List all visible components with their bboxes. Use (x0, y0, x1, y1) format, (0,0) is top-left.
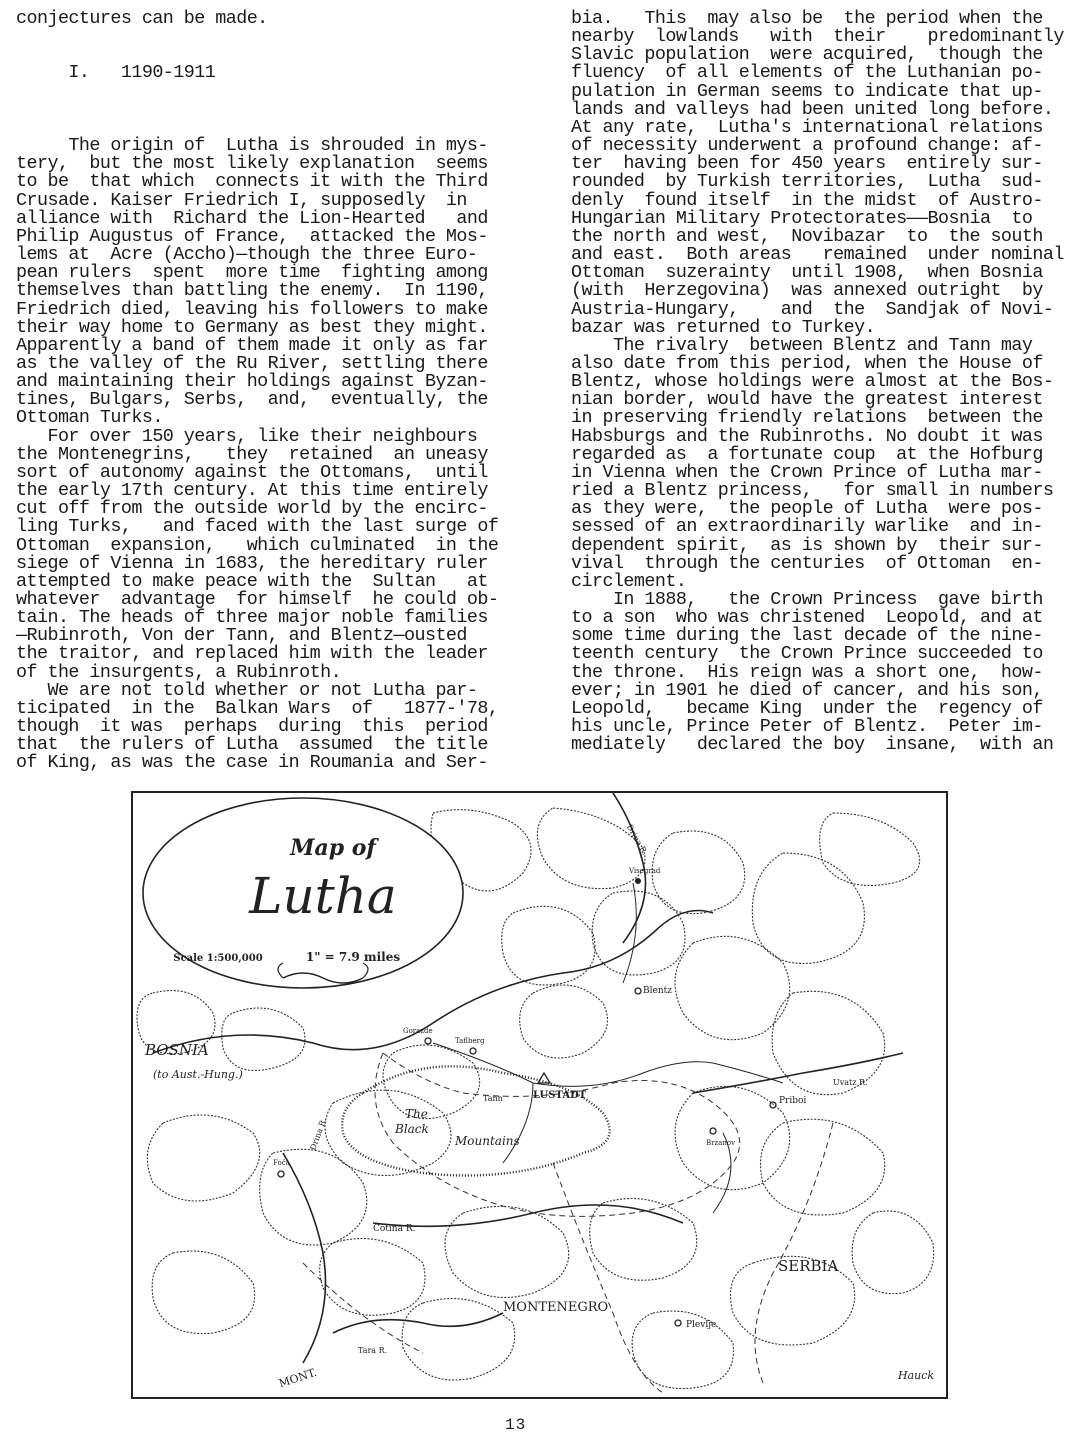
text-line: and east. Both areas remained under nominal (571, 244, 1064, 266)
text-line: Slavic population were acquired, though the (571, 44, 1043, 66)
text-line: Blentz, whose holdings were almost at the Bos- (571, 371, 1054, 393)
artist-signature: Hauck (898, 1369, 935, 1382)
text-line: the throne. His reign was a short one, how- (571, 661, 1043, 683)
text-line: ter having been for 450 years entirely sur- (571, 153, 1043, 175)
label-lustadt: LUSTADT (533, 1090, 587, 1101)
text-line: and maintaining their holdings against Byzan- (16, 371, 488, 393)
text-line: nearby lowlands with their predominantly (571, 26, 1064, 48)
text-line: bia. This may also be the period when the (571, 8, 1043, 29)
text-line: to a son who was christened Leopold, and at (571, 607, 1043, 629)
label-taflberg: Taflberg (455, 1037, 485, 1045)
text-line: vival through the centuries of Ottoman en- (571, 552, 1043, 574)
text-line: siege of Vienna in 1683, the hereditary ruler (16, 552, 488, 574)
text-line: cut off from the outside world by the encirc- (16, 498, 488, 520)
text-line: rounded by Turkish territories, Lutha sud- (571, 171, 1043, 193)
map-of-lutha (131, 791, 948, 1399)
text-line: in Vienna when the Crown Prince of Lutha mar- (571, 461, 1043, 483)
label-black-mountains-1: The (405, 1107, 428, 1121)
text-line: some time during the last decade of the nine- (571, 625, 1043, 647)
text-line: For over 150 years, like their neighbours (16, 425, 478, 447)
label-cotina-river: Cotina R. (373, 1224, 416, 1234)
text-line: sort of autonomy against the Ottomans, until (16, 461, 488, 483)
text-line: denly found itself in the midst of Austro- (571, 189, 1043, 211)
text-line: Ottoman suzerainty until 1908, when Bosnia (571, 262, 1043, 284)
text-line: the early 17th century. At this time entirely (16, 480, 488, 502)
map-title-cartouche (143, 798, 463, 988)
text-line: pean rulers spent more time fighting among (16, 262, 488, 284)
text-line: their way home to Germany as best they might. (16, 316, 488, 338)
text-line: themselves than battling the enemy. In 1190, (16, 280, 488, 302)
text-line: of necessity underwent a profound change: af- (571, 135, 1043, 157)
text-line: Crusade. Kaiser Friedrich I, supposedly in (16, 189, 467, 211)
text-line: in preserving friendly relations between the (571, 407, 1043, 429)
text-line: —Rubinroth, Von der Tann, and Blentz—ousted (16, 625, 467, 647)
map-inch-scale: 1" = 7.9 miles (305, 950, 401, 964)
text-line: Hungarian Military Protectorates——Bosnia to (571, 207, 1033, 229)
label-black-mountains-2: Black (395, 1122, 429, 1136)
text-line: to be that which connects it with the Third (16, 171, 488, 193)
map-scale: Scale 1:500,000 (173, 953, 263, 964)
text-line: teenth century the Crown Prince succeeded to (571, 643, 1043, 665)
text-line: also date from this period, when the House of (571, 352, 1043, 374)
label-pleulje: Plevlje (686, 1320, 717, 1330)
text-line: tines, Bulgars, Serbs, and, eventually, the (16, 389, 488, 411)
black-mountains-shading (342, 1066, 610, 1175)
text-line: as the valley of the Ru River, settling there (16, 352, 488, 374)
text-line: fluency of all elements of the Luthanian po- (571, 62, 1043, 84)
right-text-column (571, 10, 1064, 754)
text-line: The rivalry between Blentz and Tann may (571, 334, 1033, 356)
map-title-main: Lutha (249, 867, 397, 925)
label-tara-river: Tara R. (358, 1346, 388, 1355)
text-line: as they were, the people of Lutha were pos- (571, 498, 1043, 520)
label-visegrad: Visegrad (629, 867, 661, 875)
text-line: ling Turks, and faced with the last surge of (16, 516, 499, 538)
text-line: nian border, would have the greatest interest (571, 389, 1043, 411)
label-black-mountains-3: Mountains (455, 1134, 520, 1148)
text-line: Ottoman Turks. (16, 407, 163, 429)
left-text-column (16, 10, 498, 773)
text-line: Habsburgs and the Rubinroths. No doubt it was (571, 425, 1043, 447)
text-line: of the insurgents, a Rubinroth. (16, 661, 342, 683)
label-gorazde: Gorazde (403, 1027, 433, 1035)
text-line: Austria-Hungary, and the Sandjak of Novi- (571, 298, 1054, 320)
text-line: dependent spirit, as is shown by their sur- (571, 534, 1043, 556)
page-number: 13 (505, 1416, 527, 1434)
text-line: conjectures can be made. (16, 8, 268, 29)
text-line: the north and west, Novibazar to the south (571, 225, 1043, 247)
text-line: tery, but the most likely explanation seems (16, 153, 488, 175)
label-drina-river-left: Drina R. (308, 1116, 329, 1152)
text-line: ried a Blentz princess, for small in numbers (571, 480, 1054, 502)
label-mont: MONT. (277, 1365, 319, 1391)
text-line: pulation in German seems to indicate that up- (571, 80, 1043, 102)
text-line: sessed of an extraordinarily warlike and in- (571, 516, 1043, 538)
label-brzanov: Brzanov (706, 1139, 736, 1147)
text-line: Friedrich died, leaving his followers to make (16, 298, 488, 320)
text-line: In 1888, the Crown Princess gave birth (571, 589, 1043, 610)
text-line: Ottoman expansion, which culminated in the (16, 534, 499, 556)
text-line (16, 83, 498, 101)
text-line: tain. The heads of three major noble families (16, 607, 488, 629)
label-priboi: Priboi (779, 1096, 807, 1106)
text-line: the Montenegrins, they retained an uneasy (16, 443, 488, 465)
map-title-top: Map of (290, 835, 376, 861)
text-line: regarded as a fortunate coup at the Hofburg (571, 443, 1043, 465)
text-line (16, 28, 498, 46)
text-line: The origin of Lutha is shrouded in mys- (16, 135, 488, 157)
label-bosnia: BOSNIA (145, 1041, 209, 1059)
text-line: though it was perhaps during this period (16, 716, 488, 738)
text-line: whatever advantage for himself he could ob- (16, 589, 499, 610)
text-line: (with Herzegovina) was annexed outright by (571, 280, 1043, 302)
text-line: I. 1190-1911 (16, 62, 216, 84)
text-line: We are not told whether or not Lutha par- (16, 679, 478, 701)
label-bosnia-note: (to Aust.-Hung.) (153, 1068, 243, 1081)
text-line: ticipated in the Balkan Wars of 1877-'78, (16, 697, 499, 719)
text-line (16, 101, 498, 119)
label-uvatz-river: Uvatz R. (833, 1078, 868, 1087)
text-line: the traitor, and replaced him with the leader (16, 643, 488, 665)
map-drawing (133, 793, 946, 1397)
text-line: At any rate, Lutha's international relations (571, 116, 1043, 138)
label-tann: Tann (483, 1094, 503, 1103)
text-line: lands and valleys had been united long before. (571, 98, 1054, 120)
text-line: ever; in 1901 he died of cancer, and his son, (571, 679, 1043, 701)
text-line: his uncle, Prince Peter of Blentz. Peter im- (571, 716, 1043, 738)
text-line: that the rulers of Lutha assumed the title (16, 734, 488, 756)
text-line: circlement. (571, 570, 687, 592)
label-montenegro: MONTENEGRO (503, 1300, 609, 1315)
text-line: of King, as was the case in Roumania and Ser- (16, 752, 488, 774)
text-line: Apparently a band of them made it only as far (16, 334, 488, 356)
borders (303, 1053, 833, 1393)
text-line: mediately declared the boy insane, with an (571, 734, 1054, 756)
roads (433, 883, 783, 1213)
label-serbia: SERBIA (778, 1257, 839, 1275)
label-blentz: Blentz (643, 986, 672, 996)
text-line: attempted to make peace with the Sultan at (16, 570, 488, 592)
text-line: lems at Acre (Accho)—though the three Euro- (16, 244, 478, 266)
label-drina-river-top: Drina R. (624, 822, 650, 857)
label-foca: Foča (273, 1159, 290, 1167)
text-line: alliance with Richard the Lion-Hearted and (16, 207, 488, 229)
text-line: Leopold, became King under the regency of (571, 697, 1043, 719)
text-line: Philip Augustus of France, attacked the Mos- (16, 225, 488, 247)
text-line: bazar was returned to Turkey. (571, 316, 876, 338)
